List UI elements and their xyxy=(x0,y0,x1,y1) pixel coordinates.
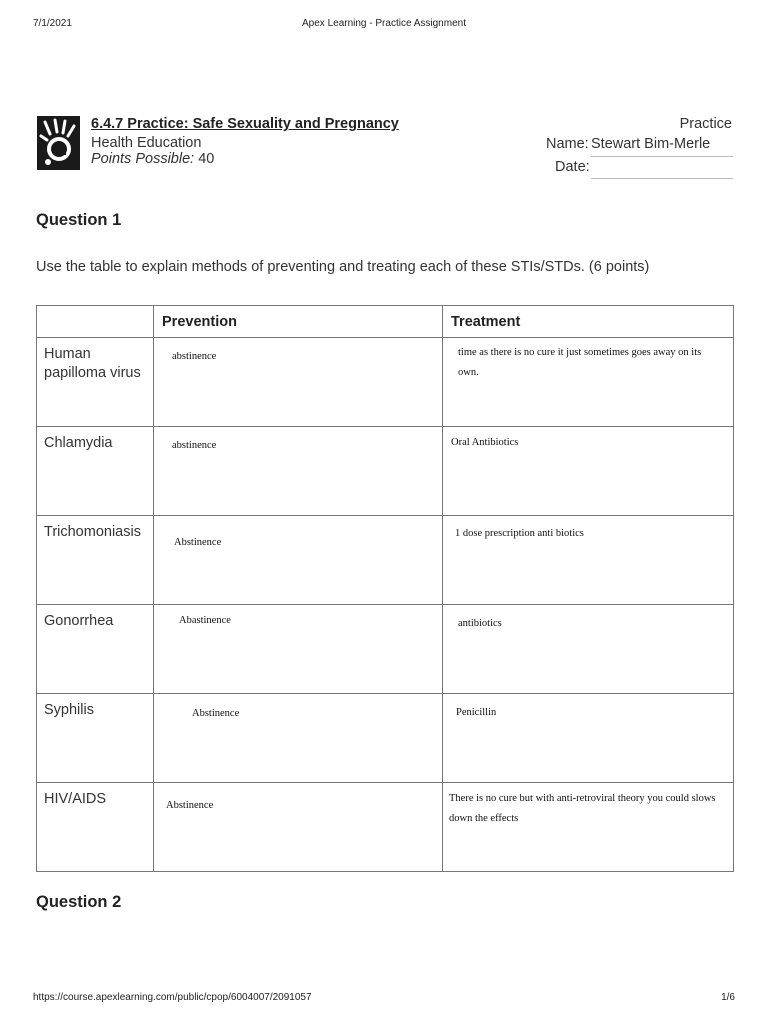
question-1-heading: Question 1 xyxy=(36,211,122,229)
disease-name: Syphilis xyxy=(44,702,94,718)
course-name: Health Education xyxy=(91,135,202,151)
column-header-prevention: Prevention xyxy=(154,306,443,338)
date-label: Date: xyxy=(555,159,590,175)
treatment-answer: Oral Antibiotics xyxy=(451,437,519,448)
prevention-answer: Abstinence xyxy=(174,537,222,548)
table-row xyxy=(37,338,734,427)
apex-logo-icon xyxy=(37,116,80,170)
treatment-answer: time as there is no cure it just sometimes goes away on its own. xyxy=(458,347,702,378)
points-value: 40 xyxy=(198,151,215,167)
table-row xyxy=(37,516,734,605)
points-possible xyxy=(91,151,214,167)
print-title: Apex Learning - Practice Assignment xyxy=(302,18,466,29)
name-label: Name: xyxy=(546,136,589,152)
print-header xyxy=(33,18,735,32)
prevention-answer: Abastinence xyxy=(179,615,231,626)
column-header-treatment: Treatment xyxy=(443,306,734,338)
question-2-heading: Question 2 xyxy=(36,893,122,911)
table-row xyxy=(37,694,734,783)
table-row xyxy=(37,605,734,694)
table-header-row xyxy=(37,306,734,338)
table-row xyxy=(37,427,734,516)
prevention-answer: abstinence xyxy=(172,351,217,362)
disease-name: Human papilloma virus xyxy=(44,346,141,381)
points-label: Points Possible: xyxy=(91,151,195,167)
print-date: 7/1/2021 xyxy=(33,18,72,29)
date-field xyxy=(591,159,733,179)
table-row xyxy=(37,783,734,872)
page-number: 1/6 xyxy=(721,992,735,1003)
prevention-answer: Abstinence xyxy=(192,708,240,719)
print-url: https://course.apexlearning.com/public/cpop/6004007/2091057 xyxy=(33,992,312,1003)
disease-name: HIV/AIDS xyxy=(44,791,107,807)
treatment-answer: Penicillin xyxy=(456,707,497,718)
treatment-answer: antibiotics xyxy=(458,618,502,629)
assignment-type: Practice xyxy=(679,116,732,132)
disease-name: Gonorrhea xyxy=(44,613,114,629)
treatment-answer: 1 dose prescription anti biotics xyxy=(455,528,584,539)
name-field: Stewart Bim-Merle xyxy=(591,136,733,157)
disease-name: Chlamydia xyxy=(44,435,113,451)
question-1-prompt: Use the table to explain methods of preventing and treating each of these STIs/STDs. (6 points) xyxy=(36,259,650,275)
sti-table xyxy=(36,305,734,872)
disease-name: Trichomoniasis xyxy=(44,524,141,540)
column-header-disease xyxy=(37,306,154,338)
treatment-answer: There is no cure but with anti-retroviral theory you could slows down the effects xyxy=(449,793,716,824)
assignment-title: 6.4.7 Practice: Safe Sexuality and Pregnancy xyxy=(91,116,399,132)
prevention-answer: abstinence xyxy=(172,440,217,451)
prevention-answer: Abstinence xyxy=(166,800,214,811)
